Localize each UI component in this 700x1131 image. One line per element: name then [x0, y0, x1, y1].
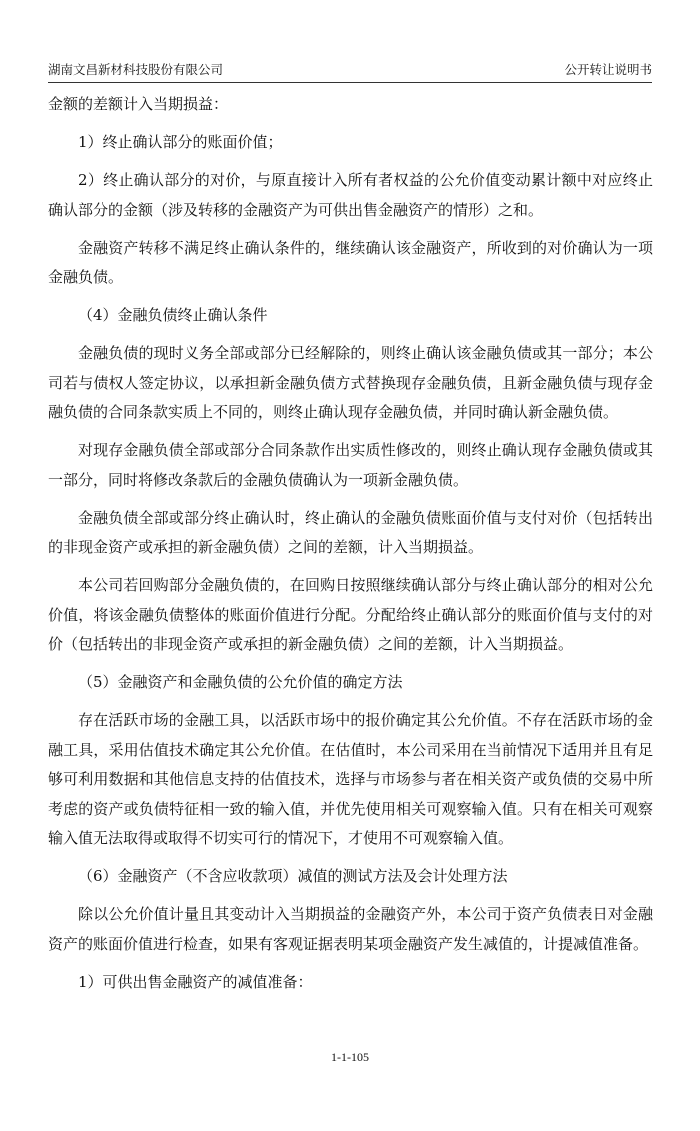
paragraph-continuation: 金额的差额计入当期损益： [48, 95, 229, 113]
section-heading-5: （5）金融资产和金融负债的公允价值的确定方法 [78, 673, 403, 691]
section-heading-4: （4）金融负债终止确认条件 [78, 306, 268, 324]
paragraph: 除以公允价值计量且其变动计入当期损益的金融资产外，本公司于资产负债表日对金融资产的账面价值进行检查，如果有客观证据表明某项金融资产发生减值的，计提减值准备。 [48, 905, 653, 953]
list-item-2: 2）终止确认部分的对价，与原直接计入所有者权益的公允价值变动累计额中对应终止确认部分的金额（涉及转移的金融资产为可供出售金融资产的情形）之和。 [48, 171, 653, 219]
paragraph: 对现存金融负债全部或部分合同条款作出实质性修改的，则终止确认现存金融负债或其一部分，同时将修改条款后的金融负债确认为一项新金融负债。 [48, 441, 653, 489]
page-body [48, 90, 653, 1006]
list-item-1: 1）终止确认部分的账面价值； [78, 133, 283, 151]
list-item-1: 1）可供出售金融资产的减值准备： [78, 972, 313, 991]
company-name: 湖南文昌新材科技股份有限公司 [48, 62, 224, 77]
paragraph: 金融资产转移不满足终止确认条件的，继续确认该金融资产，所收到的对价确认为一项金融负债。 [48, 238, 653, 286]
paragraph: 金融负债的现时义务全部或部分已经解除的，则终止确认该金融负债或其一部分；本公司若与债权人签定协议，以承担新金融负债方式替换现存金融负债，且新金融负债与现存金融负债的合同条款实质上不同的，则终止确认现存金融负债，并同时确认新金融负债。 [48, 344, 653, 421]
section-heading-6: （6）金融资产（不含应收款项）减值的测试方法及会计处理方法 [78, 867, 508, 885]
paragraph: 存在活跃市场的金融工具，以活跃市场中的报价确定其公允价值。不存在活跃市场的金融工具，采用估值技术确定其公允价值。在估值时，本公司采用在当前情况下适用并且有足够可利用数据和其他信息支持的估值技术，选择与市场参与者在相关资产或负债的交易中所考虑的资产或负债特征相一致的输入值，并优先使用相关可观察输入值。只有在相关可观察输入值无法取得或取得不切实可行的情况下，才使用不可观察输入值。 [48, 711, 653, 847]
paragraph: 金融负债全部或部分终止确认时，终止确认的金融负债账面价值与支付对价（包括转出的非现金资产或承担的新金融负债）之间的差额，计入当期损益。 [48, 508, 653, 556]
paragraph: 本公司若回购部分金融负债的，在回购日按照继续确认部分与终止确认部分的相对公允价值，将该金融负债整体的账面价值进行分配。分配给终止确认部分的账面价值与支付的对价（包括转出的非现金资产或承担的新金融负债）之间的差额，计入当期损益。 [48, 576, 653, 653]
page-number: 1-1-105 [331, 1050, 369, 1064]
document-title: 公开转让说明书 [564, 62, 652, 77]
page-header [48, 56, 652, 83]
